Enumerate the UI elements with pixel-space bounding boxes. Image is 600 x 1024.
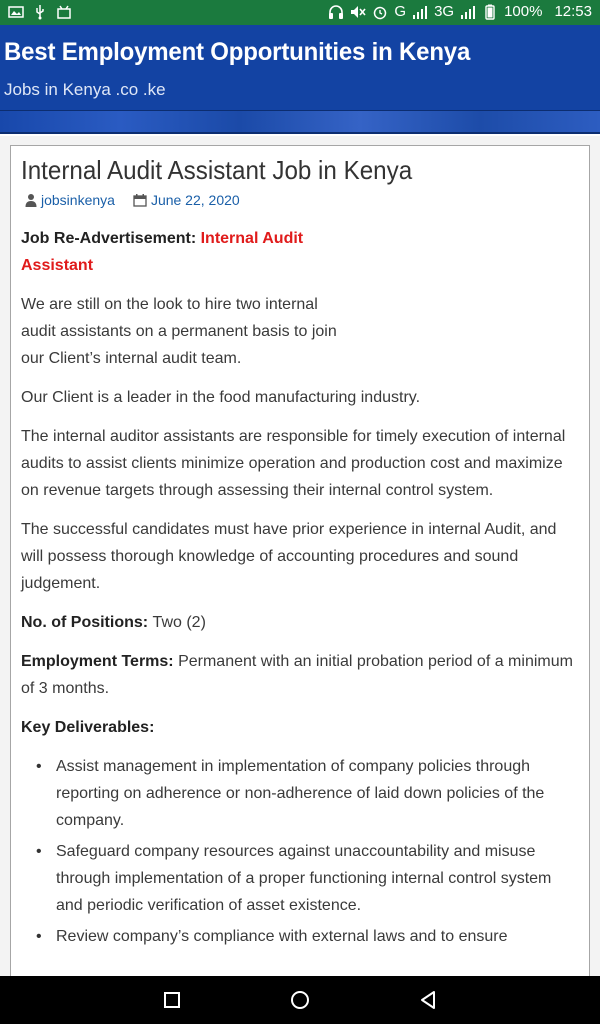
usb-icon [32, 4, 48, 20]
client-paragraph: Our Client is a leader in the food manufacturing industry. [21, 389, 421, 406]
terms-label: Employment Terms: [21, 653, 179, 670]
network-label: G [394, 3, 407, 20]
header-banner-stripe [0, 110, 600, 134]
readvert-title-1: Internal Audit [200, 230, 304, 247]
post-date-link[interactable]: June 22, 2020 [150, 192, 240, 208]
positions-label: No. of Positions: [21, 614, 153, 631]
positions-paragraph [21, 609, 579, 636]
list-item: • Safeguard company resources against unaccountability and misuse through implementation of a proper functioning internal control system and periodic verification of asset existence. [56, 838, 579, 919]
network-type-label: 3G [434, 3, 455, 20]
calendar-icon [133, 194, 147, 207]
circle-icon[interactable] [288, 988, 312, 1012]
headphones-icon [328, 4, 344, 20]
image-notification-icon [8, 4, 24, 20]
intro-line-3: our Client’s internal audit team. [21, 350, 242, 367]
post-title[interactable]: Internal Audit Assistant Job in Kenya [21, 155, 413, 185]
deliverables-list [56, 753, 579, 950]
status-bar [0, 0, 600, 25]
requirements-paragraph: The successful candidates must have prior experience in internal Audit, and will possess thorough knowledge of accounting procedures and sound judgement. [21, 521, 557, 592]
signal-2-icon [460, 4, 476, 20]
battery-label: 100% [504, 3, 543, 20]
readvert-title-2: Assistant [21, 257, 94, 274]
post-meta [21, 192, 579, 208]
post-author-link[interactable]: jobsinkenya [41, 192, 115, 208]
alarm-icon [372, 4, 388, 20]
post-body [21, 225, 579, 950]
clock: 12:53 [554, 3, 592, 20]
intro-line-2: audit assistants on a permanent basis to join [21, 323, 337, 340]
deliverables-label: Key Deliverables: [21, 719, 155, 736]
deliverables-heading [21, 714, 579, 741]
mute-icon [350, 4, 366, 20]
terms-paragraph [21, 648, 579, 702]
intro-paragraph [21, 291, 579, 372]
list-item: • Assist management in implementation of company policies through reporting on adherence or non-adherence of laid down policies of the company. [56, 753, 579, 834]
site-title[interactable]: Best Employment Opportunities in Kenya [4, 38, 471, 66]
square-icon[interactable] [160, 988, 184, 1012]
terms-value: Permanent with an initial probation period of a minimum of 3 months. [21, 653, 573, 697]
site-header [0, 25, 600, 110]
list-item: • Review company’s compliance with external laws and to ensure [56, 923, 579, 950]
readvert-paragraph [21, 225, 381, 279]
content-area [0, 136, 600, 976]
debug-icon [56, 4, 72, 20]
navigation-bar [0, 976, 600, 1024]
readvert-label: Job Re-Advertisement: [21, 230, 201, 247]
post-card [10, 145, 590, 976]
triangle-icon[interactable] [416, 988, 440, 1012]
person-icon [25, 193, 37, 207]
battery-icon [482, 4, 498, 20]
responsibilities-paragraph: The internal auditor assistants are responsible for timely execution of internal audits to assist clients minimize operation and production cost and maximize on revenue targets through assessing their internal control system. [21, 428, 566, 499]
signal-icon [412, 4, 428, 20]
intro-line-1: We are still on the look to hire two internal [21, 296, 318, 313]
site-tagline: Jobs in Kenya .co .ke [4, 80, 166, 99]
positions-value: Two (2) [152, 614, 206, 631]
